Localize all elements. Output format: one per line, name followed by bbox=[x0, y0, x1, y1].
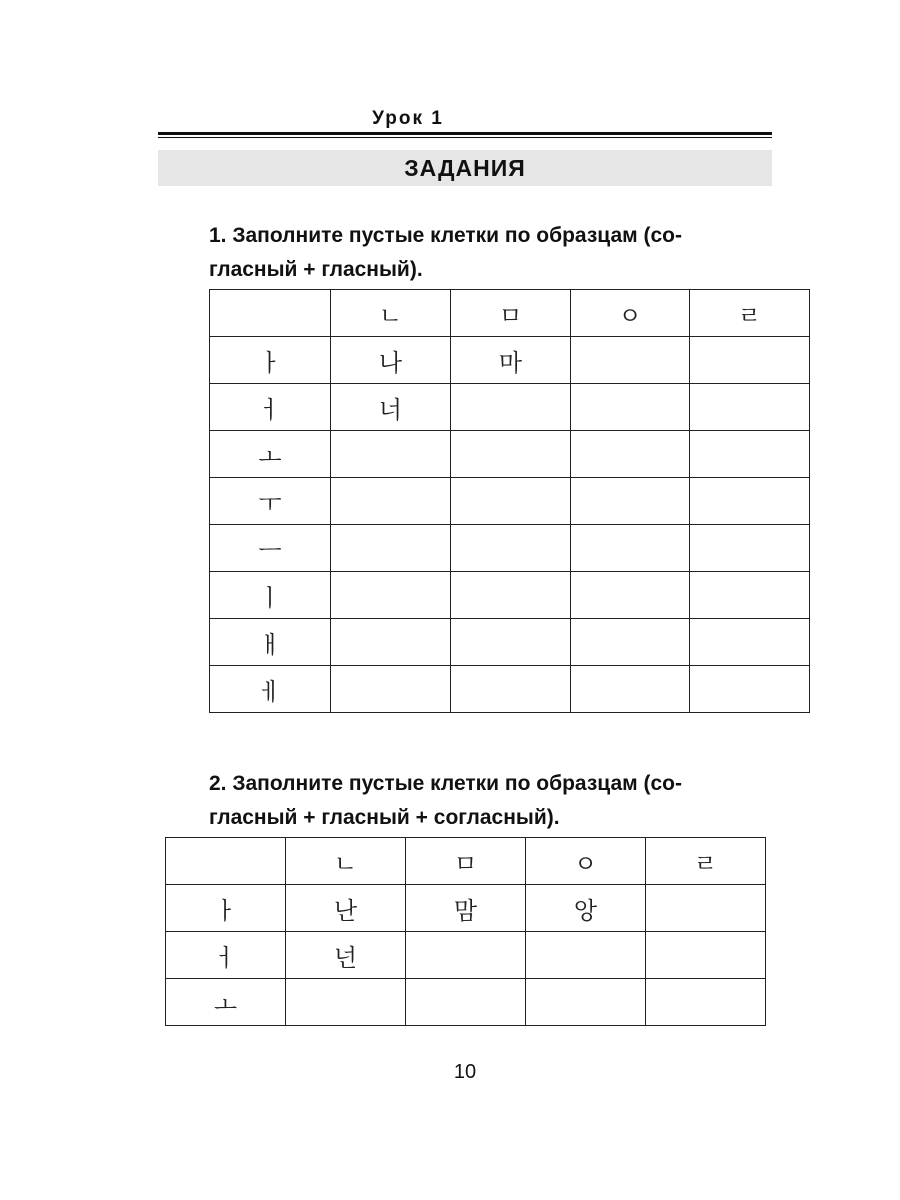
sample-syllable-cell: 난 bbox=[286, 885, 406, 932]
vowel-header-cell: ㅓ bbox=[166, 932, 286, 979]
vowel-header-cell: ㅏ bbox=[210, 337, 331, 384]
consonant-header-cell: ㄹ bbox=[690, 290, 810, 337]
empty-answer-cell[interactable] bbox=[690, 525, 810, 572]
vowel-header-cell: ㅓ bbox=[210, 384, 331, 431]
table-row bbox=[210, 431, 810, 478]
empty-answer-cell[interactable] bbox=[646, 932, 766, 979]
vowel-header-cell: ㅜ bbox=[210, 478, 331, 525]
table-row bbox=[166, 885, 766, 932]
vowel-header-cell: ㅗ bbox=[166, 979, 286, 1026]
table-row bbox=[210, 572, 810, 619]
section-title: ЗАДАНИЯ bbox=[404, 154, 526, 181]
vowel-header-cell: ㅐ bbox=[210, 619, 331, 666]
header-rule-thick bbox=[158, 132, 772, 135]
table-row bbox=[210, 619, 810, 666]
consonant-header-cell: ㄴ bbox=[331, 290, 451, 337]
table-row bbox=[210, 666, 810, 713]
sample-syllable-cell: 마 bbox=[451, 337, 571, 384]
corner-cell bbox=[166, 838, 286, 885]
consonant-header-cell: ㄴ bbox=[286, 838, 406, 885]
empty-answer-cell[interactable] bbox=[406, 979, 526, 1026]
empty-answer-cell[interactable] bbox=[331, 525, 451, 572]
vowel-header-cell: ㅡ bbox=[210, 525, 331, 572]
consonant-header-cell: ㅇ bbox=[526, 838, 646, 885]
table-row bbox=[166, 979, 766, 1026]
consonant-header-cell: ㅁ bbox=[406, 838, 526, 885]
empty-answer-cell[interactable] bbox=[690, 337, 810, 384]
empty-answer-cell[interactable] bbox=[451, 525, 571, 572]
task-2-instruction bbox=[209, 767, 779, 835]
sample-syllable-cell: 넌 bbox=[286, 932, 406, 979]
table-row bbox=[166, 932, 766, 979]
empty-answer-cell[interactable] bbox=[646, 979, 766, 1026]
empty-answer-cell[interactable] bbox=[571, 572, 690, 619]
page-number: 10 bbox=[453, 1061, 477, 1083]
empty-answer-cell[interactable] bbox=[690, 478, 810, 525]
empty-answer-cell[interactable] bbox=[526, 979, 646, 1026]
empty-answer-cell[interactable] bbox=[331, 431, 451, 478]
empty-answer-cell[interactable] bbox=[526, 932, 646, 979]
empty-answer-cell[interactable] bbox=[571, 384, 690, 431]
empty-answer-cell[interactable] bbox=[331, 478, 451, 525]
empty-answer-cell[interactable] bbox=[571, 666, 690, 713]
table-row bbox=[210, 337, 810, 384]
task-1-instruction bbox=[209, 219, 779, 287]
header-rule-thin bbox=[158, 137, 772, 138]
task-2-table bbox=[165, 837, 766, 1026]
empty-answer-cell[interactable] bbox=[451, 384, 571, 431]
table-row bbox=[210, 525, 810, 572]
empty-answer-cell[interactable] bbox=[571, 431, 690, 478]
sample-syllable-cell: 맘 bbox=[406, 885, 526, 932]
corner-cell bbox=[210, 290, 331, 337]
header-row bbox=[166, 838, 766, 885]
empty-answer-cell[interactable] bbox=[571, 478, 690, 525]
vowel-header-cell: ㅣ bbox=[210, 572, 331, 619]
header-row bbox=[210, 290, 810, 337]
table-row bbox=[210, 384, 810, 431]
empty-answer-cell[interactable] bbox=[286, 979, 406, 1026]
consonant-header-cell: ㅇ bbox=[571, 290, 690, 337]
empty-answer-cell[interactable] bbox=[331, 619, 451, 666]
empty-answer-cell[interactable] bbox=[451, 431, 571, 478]
table-row bbox=[210, 478, 810, 525]
task-1-table bbox=[209, 289, 810, 713]
vowel-header-cell: ㅔ bbox=[210, 666, 331, 713]
consonant-header-cell: ㅁ bbox=[451, 290, 571, 337]
empty-answer-cell[interactable] bbox=[451, 619, 571, 666]
task-1-line-2: гласный + гласный). bbox=[209, 258, 423, 281]
empty-answer-cell[interactable] bbox=[451, 478, 571, 525]
task-2-line-2: гласный + гласный + согласный). bbox=[209, 806, 560, 829]
empty-answer-cell[interactable] bbox=[571, 525, 690, 572]
empty-answer-cell[interactable] bbox=[690, 666, 810, 713]
consonant-header-cell: ㄹ bbox=[646, 838, 766, 885]
empty-answer-cell[interactable] bbox=[646, 885, 766, 932]
empty-answer-cell[interactable] bbox=[690, 384, 810, 431]
empty-answer-cell[interactable] bbox=[571, 337, 690, 384]
empty-answer-cell[interactable] bbox=[690, 431, 810, 478]
sample-syllable-cell: 앙 bbox=[526, 885, 646, 932]
sample-syllable-cell: 너 bbox=[331, 384, 451, 431]
empty-answer-cell[interactable] bbox=[451, 572, 571, 619]
task-2-line-1: 2. Заполните пустые клетки по образцам (со- bbox=[209, 772, 682, 795]
sample-syllable-cell: 나 bbox=[331, 337, 451, 384]
empty-answer-cell[interactable] bbox=[690, 572, 810, 619]
empty-answer-cell[interactable] bbox=[331, 666, 451, 713]
empty-answer-cell[interactable] bbox=[451, 666, 571, 713]
empty-answer-cell[interactable] bbox=[331, 572, 451, 619]
lesson-label: Урок 1 bbox=[372, 108, 444, 129]
section-band bbox=[158, 150, 772, 186]
task-1-line-1: 1. Заполните пустые клетки по образцам (со- bbox=[209, 224, 682, 247]
empty-answer-cell[interactable] bbox=[690, 619, 810, 666]
lesson-title bbox=[158, 108, 772, 130]
empty-answer-cell[interactable] bbox=[571, 619, 690, 666]
vowel-header-cell: ㅗ bbox=[210, 431, 331, 478]
empty-answer-cell[interactable] bbox=[406, 932, 526, 979]
vowel-header-cell: ㅏ bbox=[166, 885, 286, 932]
